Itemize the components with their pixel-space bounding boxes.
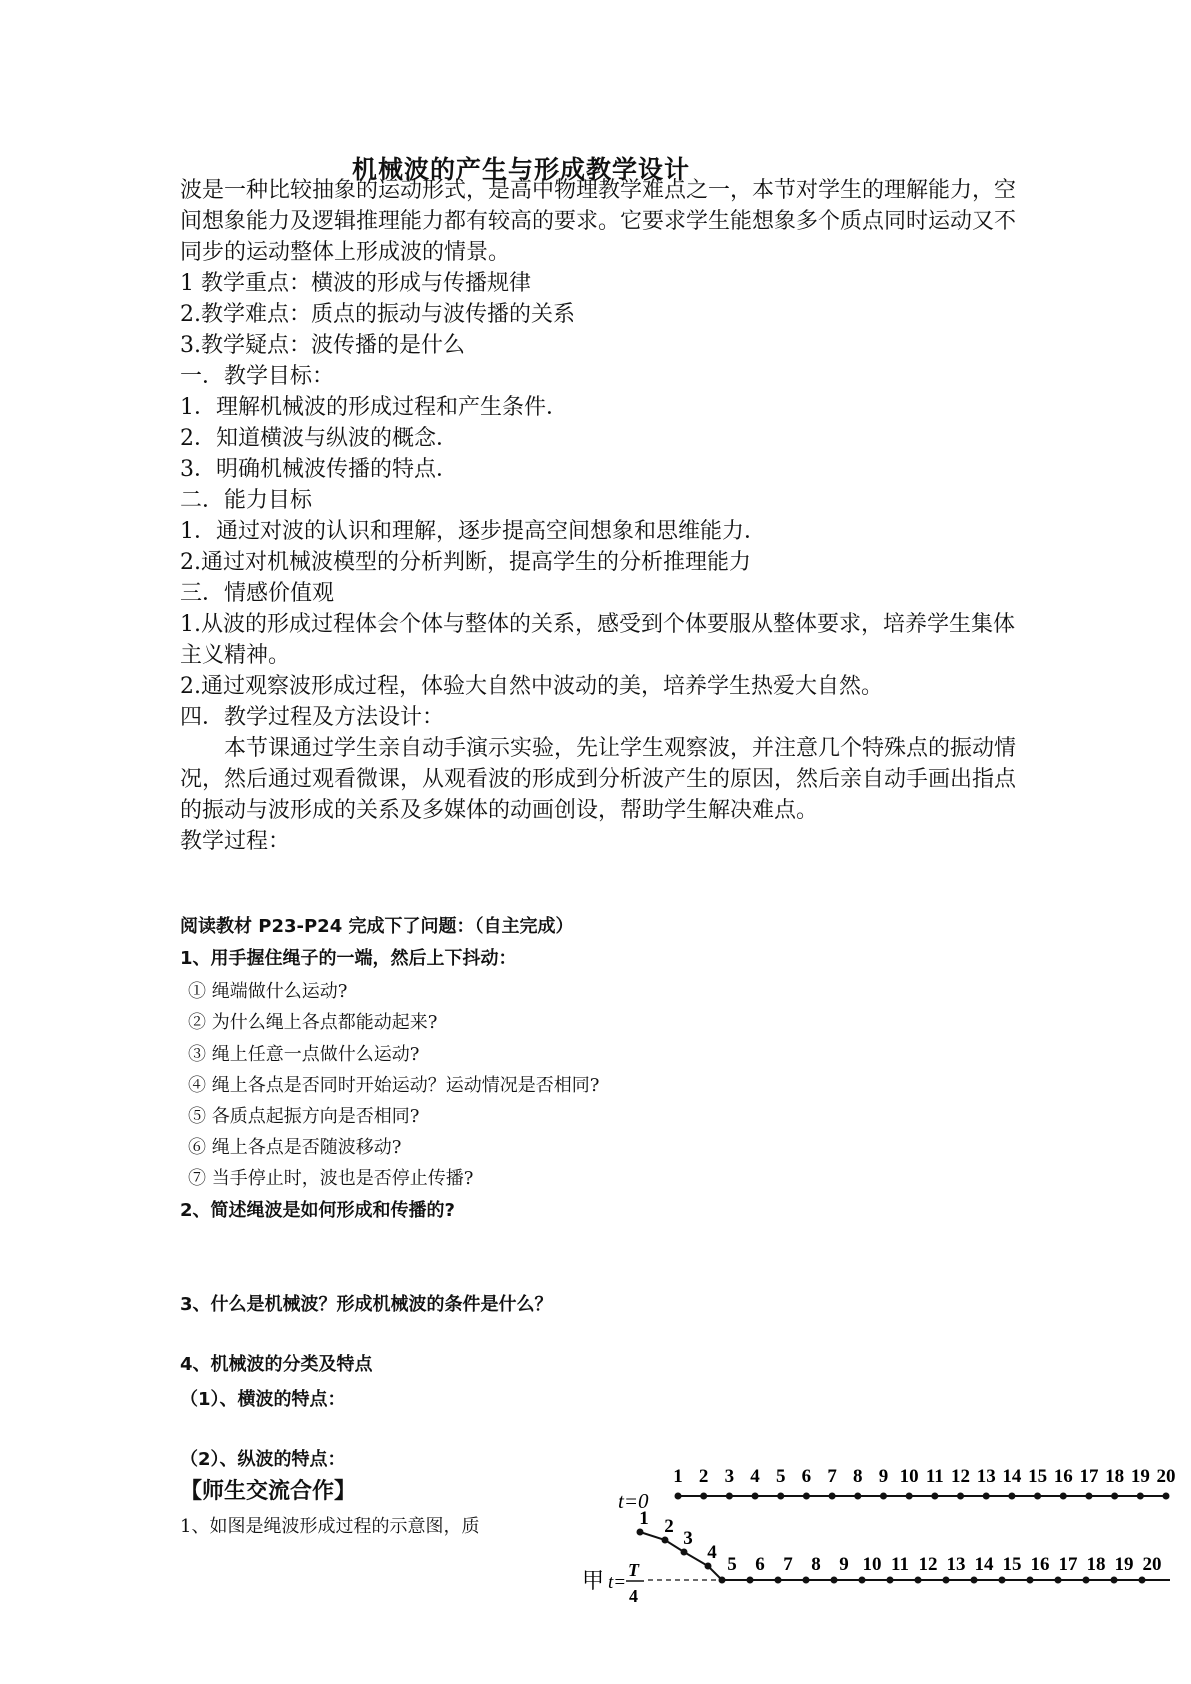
particle-label-t-quarter: 6 (755, 1554, 765, 1575)
particle-dot-t-quarter (705, 1563, 712, 1570)
section3-item-2: 2.通过观察波形成过程，体验大自然中波动的美，培养学生热爱大自然。 (180, 674, 883, 699)
particle-dot-t0 (700, 1493, 707, 1500)
particle-dot-t-quarter (831, 1577, 838, 1584)
section3-heading: 三．情感价值观 (180, 581, 335, 606)
particle-dot-t0 (1111, 1493, 1118, 1500)
particle-label-t-quarter: 1 (639, 1508, 649, 1529)
row0-time-label: t=0 (618, 1489, 649, 1513)
particle-dot-t-quarter (681, 1549, 688, 1556)
particle-dot-t-quarter (803, 1577, 810, 1584)
cooperation-text: 1、如图是绳波形成过程的示意图，质 (180, 1516, 480, 1537)
particle-dot-t-quarter (775, 1577, 782, 1584)
section4-heading: 四．教学过程及方法设计： (180, 705, 445, 730)
particle-label-t-quarter: 14 (974, 1554, 994, 1575)
row1-time-label: t= (608, 1572, 627, 1593)
particle-label-t0: 12 (951, 1466, 971, 1487)
page-title: 机械波的产生与形成教学设计 (352, 155, 691, 184)
question-1-sub-3: ③ 绳上任意一点做什么运动? (188, 1044, 420, 1065)
rope-wave-figure (580, 1430, 1180, 1610)
question-4: 4、机械波的分类及特点 (180, 1354, 373, 1375)
section1-item-1: 1．理解机械波的形成过程和产生条件． (180, 395, 568, 420)
row1-fraction-num: T (628, 1560, 639, 1580)
particle-label-t0: 8 (853, 1466, 863, 1487)
particle-label-t0: 9 (878, 1466, 889, 1487)
question-1-heading: 1、用手握住绳子的一端，然后上下抖动： (180, 948, 517, 969)
particle-label-t-quarter: 17 (1058, 1554, 1078, 1575)
particle-label-t0: 11 (925, 1466, 944, 1487)
section2-item-1: 1．通过对波的认识和理解，逐步提高空间想象和思维能力． (180, 519, 766, 544)
question-1-sub-7: ⑦ 当手停止时，波也是否停止传播? (188, 1168, 474, 1189)
particle-label-t0: 19 (1130, 1466, 1150, 1487)
particle-dot-t0 (1085, 1493, 1092, 1500)
particle-dot-t-quarter (971, 1577, 978, 1584)
particle-dot-t0 (1137, 1493, 1144, 1500)
question-4-longitudinal: （2）、纵波的特点： (180, 1449, 346, 1470)
particle-dot-t0 (906, 1493, 913, 1500)
section1-item-2: 2．知道横波与纵波的概念． (180, 426, 458, 451)
particle-label-t0: 17 (1079, 1466, 1099, 1487)
intro-paragraph: 波是一种比较抽象的运动形式，是高中物理教学难点之一，本节对学生的理解能力，空间想象能力及逻辑推理能力都有较高的要求。它要求学生能想象多个质点同时运动又不同步的运动整体上形成波的情景。 (180, 178, 1017, 265)
particle-label-t0: 10 (899, 1466, 919, 1487)
question-3: 3、什么是机械波？形成机械波的条件是什么？ (180, 1294, 553, 1315)
particle-dot-t0 (931, 1493, 938, 1500)
particle-dot-t0 (854, 1493, 861, 1500)
particle-label-t0: 13 (976, 1466, 996, 1487)
particle-label-t-quarter: 20 (1142, 1554, 1162, 1575)
particle-dot-t-quarter (1111, 1577, 1118, 1584)
particle-dot-t-quarter (999, 1577, 1006, 1584)
key-point-1: 1 教学重点：横波的形成与传播规律 (180, 271, 531, 296)
particle-label-t0: 18 (1105, 1466, 1125, 1487)
particle-label-t0: 3 (724, 1466, 735, 1487)
particle-label-t-quarter: 10 (862, 1554, 882, 1575)
particle-label-t-quarter: 13 (946, 1554, 966, 1575)
section1-heading: 一．教学目标： (180, 364, 335, 389)
particle-dot-t0 (880, 1493, 887, 1500)
particle-dot-t0 (726, 1493, 733, 1500)
process-label: 教学过程： (180, 829, 291, 854)
particle-dot-t-quarter (1055, 1577, 1062, 1584)
section4-body: 本节课通过学生亲自动手演示实验，先让学生观察波，并注意几个特殊点的振动情况，然后通过观看微课，从观看波的形成到分析波产生的原因，然后亲自动手画出指点的振动与波形成的关系及多媒体的动画创设，帮助学生解决难点。 (180, 736, 1017, 823)
section3-item-1: 1.从波的形成过程体会个体与整体的关系，感受到个体要服从整体要求，培养学生集体主义精神。 (180, 612, 1015, 668)
particle-dot-t0 (983, 1493, 990, 1500)
particle-label-t0: 2 (698, 1466, 709, 1487)
question-1-sub-4: ④ 绳上各点是否同时开始运动？运动情况是否相同? (188, 1075, 600, 1096)
row-t-quarter (582, 1508, 1170, 1606)
intro-block (180, 175, 1020, 857)
section2-heading: 二．能力目标 (180, 488, 313, 513)
particle-dot-t-quarter (719, 1577, 726, 1584)
particle-label-t0: 15 (1028, 1466, 1048, 1487)
particle-label-t-quarter: 4 (707, 1542, 717, 1563)
particle-label-t-quarter: 15 (1002, 1554, 1022, 1575)
cooperation-heading: 【师生交流合作】 (180, 1479, 357, 1504)
particle-label-t0: 1 (673, 1466, 683, 1487)
particle-label-t0: 6 (801, 1466, 812, 1487)
section2-item-2: 2.通过对机械波模型的分析判断，提高学生的分析推理能力 (180, 550, 751, 575)
reading-task: 阅读教材 P23-P24 完成下了问题：（自主完成） (180, 916, 574, 937)
particle-dot-t0 (1008, 1493, 1015, 1500)
particle-label-t-quarter: 7 (783, 1554, 793, 1575)
particle-dot-t0 (1034, 1493, 1041, 1500)
key-point-3: 3.教学疑点：波传播的是什么 (180, 333, 465, 358)
particle-label-t-quarter: 12 (918, 1554, 938, 1575)
particle-label-t-quarter: 2 (664, 1516, 674, 1537)
particle-label-t-quarter: 9 (839, 1554, 849, 1575)
key-point-2: 2.教学难点：质点的振动与波传播的关系 (180, 302, 575, 327)
particle-label-t0: 14 (1002, 1466, 1022, 1487)
particle-dot-t0 (777, 1493, 784, 1500)
particle-dot-t0 (675, 1493, 682, 1500)
particle-dot-t-quarter (859, 1577, 866, 1584)
particle-dot-t-quarter (943, 1577, 950, 1584)
particle-label-t-quarter: 3 (683, 1528, 693, 1549)
particle-dot-t0 (1163, 1493, 1170, 1500)
row1-fraction-den: 4 (629, 1586, 638, 1606)
particle-dot-t-quarter (1139, 1577, 1146, 1584)
question-1-sub-2: ② 为什么绳上各点都能动起来? (188, 1012, 438, 1033)
particle-label-t0: 16 (1053, 1466, 1073, 1487)
particle-label-t-quarter: 5 (727, 1554, 737, 1575)
row1-prefix: 甲 (582, 1568, 605, 1593)
particle-label-t0: 4 (750, 1466, 760, 1487)
particle-dot-t-quarter (1083, 1577, 1090, 1584)
particle-dot-t0 (1060, 1493, 1067, 1500)
particle-dot-t0 (829, 1493, 836, 1500)
particle-label-t0: 5 (775, 1466, 786, 1487)
particle-label-t-quarter: 11 (891, 1554, 909, 1575)
particle-label-t-quarter: 8 (811, 1554, 821, 1575)
particle-dot-t-quarter (637, 1529, 644, 1536)
particle-label-t0: 20 (1156, 1466, 1176, 1487)
particle-dot-t0 (752, 1493, 759, 1500)
particle-label-t0: 7 (827, 1466, 837, 1487)
question-2: 2、简述绳波是如何形成和传播的? (180, 1200, 455, 1221)
particle-label-t-quarter: 19 (1114, 1554, 1134, 1575)
question-4-transverse: （1）、横波的特点： (180, 1389, 346, 1410)
row-t0 (618, 1466, 1176, 1513)
particle-dot-t0 (803, 1493, 810, 1500)
particle-label-t-quarter: 16 (1030, 1554, 1050, 1575)
particle-label-t-quarter: 18 (1086, 1554, 1106, 1575)
particle-dot-t-quarter (1027, 1577, 1034, 1584)
question-1-sub-6: ⑥ 绳上各点是否随波移动? (188, 1137, 402, 1158)
question-1-sub-1: ① 绳端做什么运动? (188, 981, 348, 1002)
particle-dot-t-quarter (662, 1537, 669, 1544)
particle-dot-t0 (957, 1493, 964, 1500)
section1-item-3: 3．明确机械波传播的特点． (180, 457, 458, 482)
question-1-sub-5: ⑤ 各质点起振方向是否相同? (188, 1106, 420, 1127)
particle-dot-t-quarter (887, 1577, 894, 1584)
particle-dot-t-quarter (747, 1577, 754, 1584)
particle-dot-t-quarter (915, 1577, 922, 1584)
